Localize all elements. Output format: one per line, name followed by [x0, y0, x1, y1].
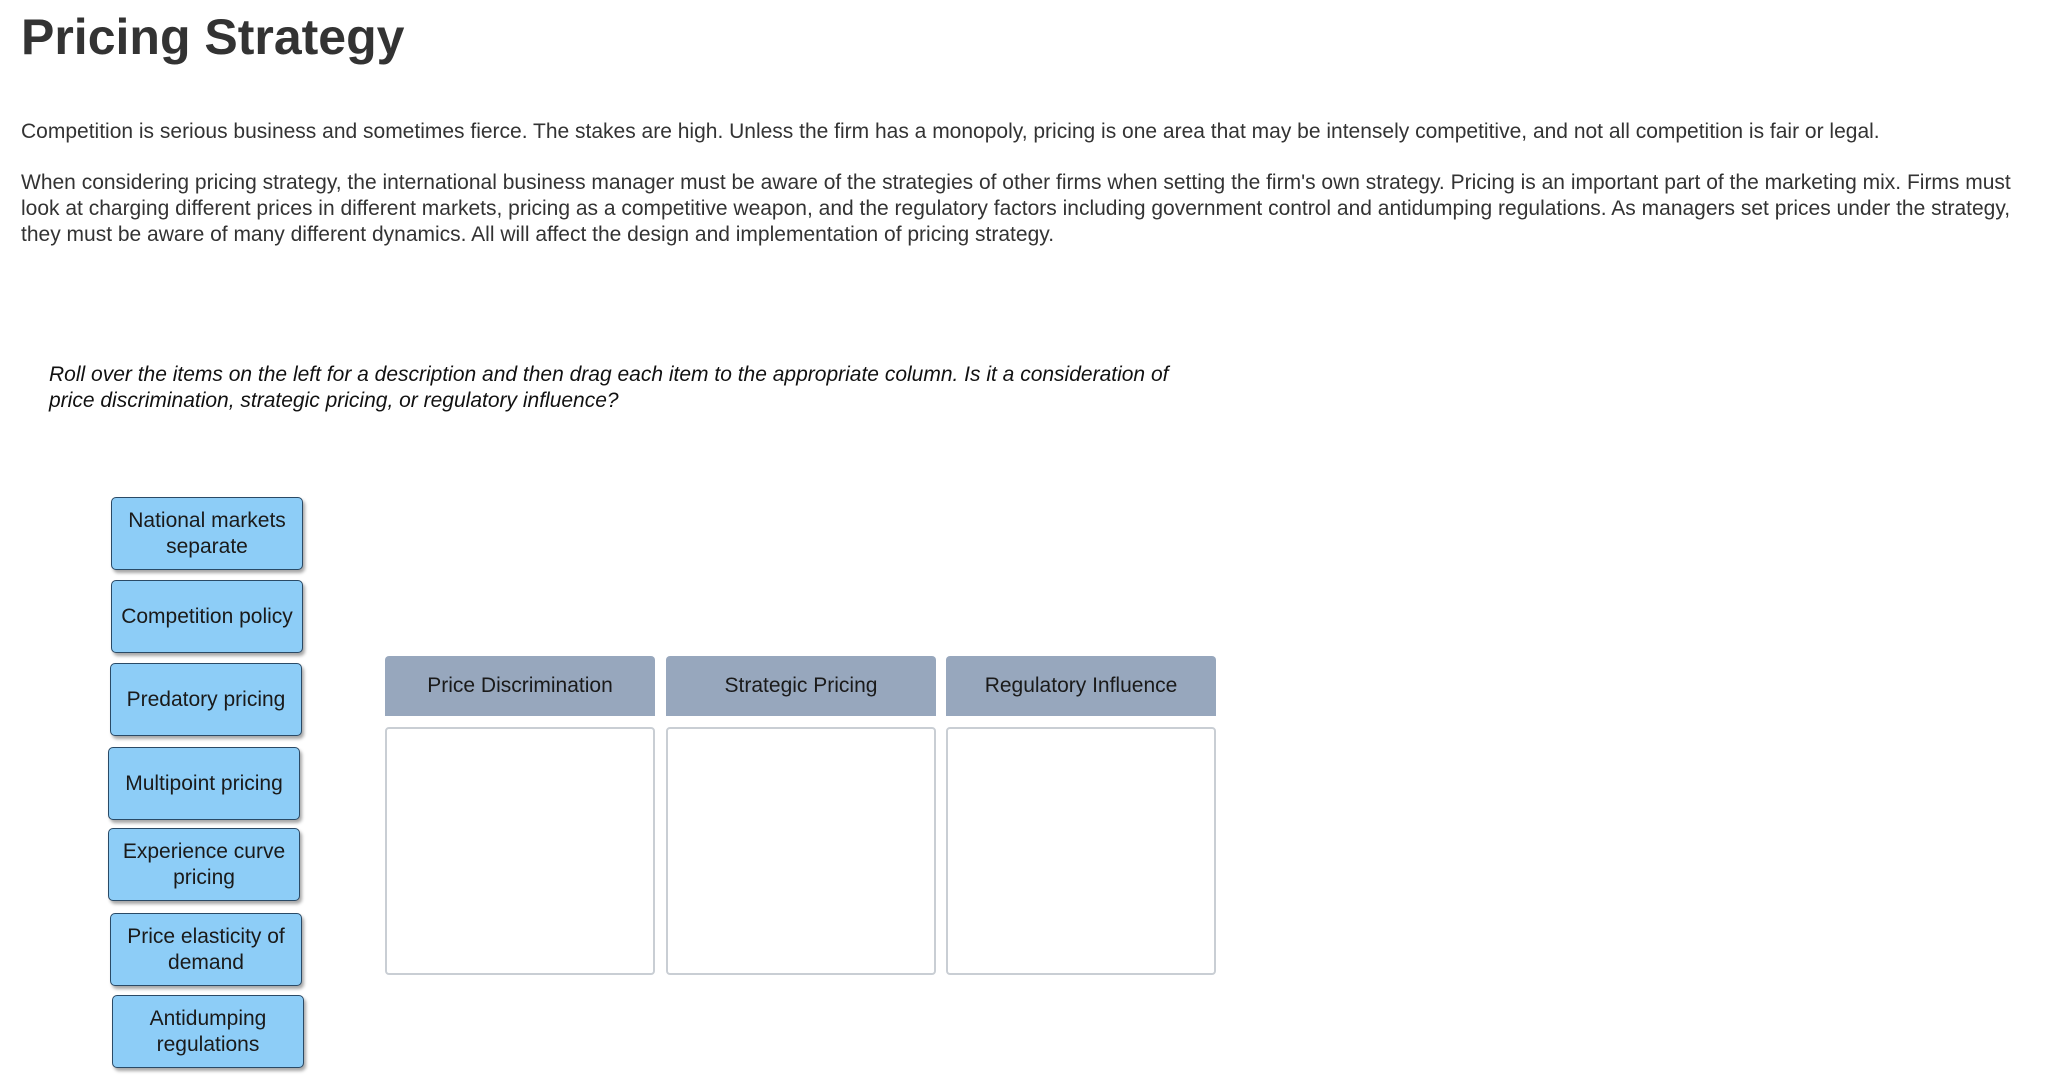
drop-zone-strategic-pricing[interactable] [666, 727, 936, 975]
drag-item-experience-curve-pricing[interactable]: Experience curve pricing [108, 828, 300, 901]
column-header-price-discrimination: Price Discrimination [385, 656, 655, 716]
drag-item-competition-policy[interactable]: Competition policy [111, 580, 303, 653]
intro-paragraph: When considering pricing strategy, the international business manager must be aware of the strategies of other firms when setting the firm's own strategy. Pricing is an important part of the marketing mix. Firms must look at charging different prices in different markets, pricing as a competitive weapon, and the regulatory factors including government control and antidumping regulations. As managers set prices under the strategy, they must be aware of many different dynamics. All will affect the design and implementation of pricing strategy. [21, 171, 2011, 246]
drag-item-national-markets-separate[interactable]: National markets separate [111, 497, 303, 570]
drag-item-antidumping-regulations[interactable]: Antidumping regulations [112, 995, 304, 1068]
column-header-strategic-pricing: Strategic Pricing [666, 656, 936, 716]
column-header-regulatory-influence: Regulatory Influence [946, 656, 1216, 716]
page-title: Pricing Strategy [21, 9, 405, 65]
intro-paragraph: Competition is serious business and sometimes fierce. The stakes are high. Unless the firm has a monopoly, pricing is one area that may be intensely competitive, and not all competition is fair or legal. [21, 120, 1880, 143]
drop-zone-regulatory-influence[interactable] [946, 727, 1216, 975]
drop-zone-price-discrimination[interactable] [385, 727, 655, 975]
activity-instructions: Roll over the items on the left for a description and then drag each item to the appropriate column. Is it a consideration of price discrimination, strategic pricing, or regulatory influence? [49, 363, 1169, 412]
drag-item-price-elasticity-of-demand[interactable]: Price elasticity of demand [110, 913, 302, 986]
drag-item-predatory-pricing[interactable]: Predatory pricing [110, 663, 302, 736]
drag-item-multipoint-pricing[interactable]: Multipoint pricing [108, 747, 300, 820]
